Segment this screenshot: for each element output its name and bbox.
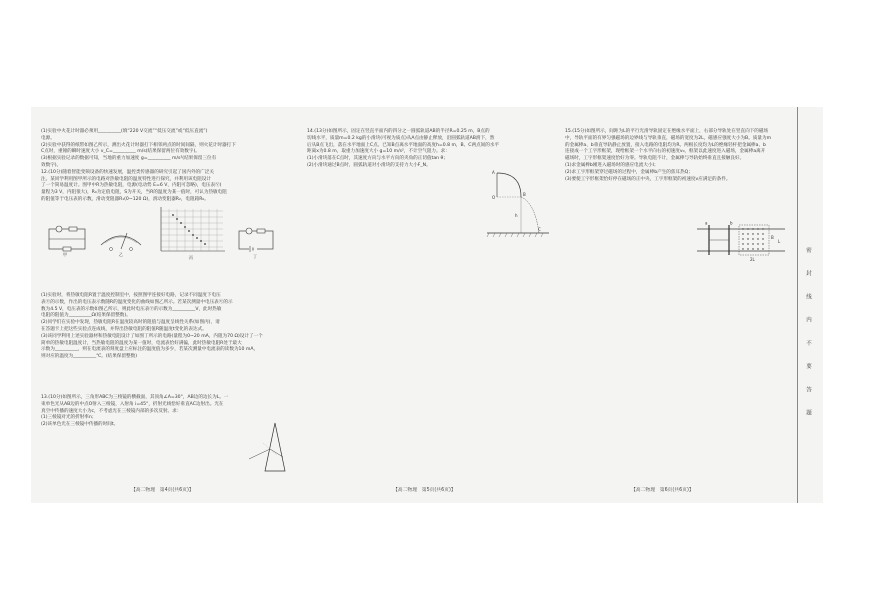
text-line: 注。某同学利用图甲所示的电路对热敏电阻的温度特性进行探究，并利用该电阻设计 — [41, 176, 211, 182]
page-6 — [561, 107, 797, 503]
text-line: 束单色光从AB边的中点O射入三棱镜，入射角 i=45°，折射光线恰好垂直AC边射出。光在 — [41, 401, 224, 407]
figure-label: b — [730, 221, 733, 226]
text-line: (3)根据实验记录的数据可知，当地的重力加速度 g=__________ m/s²(结果保留三位有 — [41, 156, 217, 162]
text-line: 在答题卡上把这些实验点连成线，并得出热敏电阻的阻值R随温度t变化的表达式。 — [41, 326, 207, 332]
text-line: C点时，重锤的瞬时速度大小 v_C=__________ m/s(结果保留两位有效数字)。 — [41, 149, 200, 155]
graph-figure-bing — [153, 205, 227, 261]
page-footer: 【高二物理 第6页(共6页)】 — [631, 488, 694, 494]
circuit-figure-jia — [45, 225, 89, 257]
text-line: 切线水平，质量m=0.2 kg的小滑块(可视为质点)从A点由静止释放，沿圆弧轨道AB滑下，然 — [307, 135, 495, 141]
page4-text-block-2 — [41, 293, 291, 361]
exam-sheet — [31, 107, 823, 503]
figure-label: B — [771, 235, 774, 240]
text-line: (2)该单色光在三棱镜中传播的时间t。 — [41, 422, 119, 428]
page6-text-block — [565, 129, 797, 183]
figure-label: A — [492, 170, 495, 175]
text-line: (1)实验时，将热敏电阻R置于温度控制室中，按照图甲连接好电路，记录不同温度下电压 — [41, 293, 221, 298]
page4-text-block-1 — [41, 129, 291, 204]
text-line: (2)小滑块通过B点时，圆弧轨道对小滑块的支持力大小F_N。 — [307, 162, 431, 168]
text-line: 的阻值等于电压表的示数，滑动变阻器R₁(0~120 Ω)，滑动变阻器R₂，电阻箱R₀。 — [41, 196, 209, 202]
seal-line-strip — [797, 107, 824, 503]
text-line: 效数字)。 — [41, 162, 62, 168]
text-line: 的金属棒a、b垂直导轨静止放置，接入电路的电阻均为R。两根长度均为L的绝缘轻杆把金属棒a、b — [565, 142, 766, 148]
figure-label: 2L — [750, 257, 755, 262]
text-line: (2)求工字形框架穿过磁场的过程中，金属棒b产生的焦耳热Q； — [565, 169, 693, 175]
page-footer: 【高二物理 第5页(共6页)】 — [393, 488, 456, 494]
circuit-figure-ding — [235, 225, 279, 259]
text-line: (1)小滑块落在C点时，其速度方向与水平方向的夹角的正切值tan θ； — [307, 156, 448, 162]
figure-label: 丙 — [189, 255, 193, 260]
figure-label: a — [705, 221, 708, 226]
text-line: 简单的热敏电阻温度计，当热敏电阻的温度为某一值时，电流表恰好满偏，此时热敏电阻R处于最大 — [41, 340, 242, 346]
text-line: 量程为3 V，内阻很大)，R₀为定值电阻，S为开关，当R的温度为某一值时，可认为热敏电阻 — [41, 190, 227, 196]
text-line: 电源。 — [41, 135, 55, 141]
page5-text-block — [307, 129, 551, 170]
figure-label: C — [538, 227, 541, 232]
text-line: 表Ⓥ的示数，作出的电压表示数随R的温度变化的曲线如图乙所示。若某次测量中电压表Ⓥ的示 — [41, 299, 233, 305]
text-line: (1)实验中火花计时器必须用__________(填“220 V交流”“低压交流”或“低压直流”) — [41, 129, 208, 134]
text-line: 距离x为0.8 m，取重力加速度大小 g=10 m/s²，不计空气阻力。求： — [307, 149, 450, 155]
text-line: (1)三棱镜对光的折射率n； — [41, 415, 97, 421]
figure-label: O — [492, 195, 496, 200]
page-5 — [301, 107, 553, 503]
text-line: (2)同学们在实验中发现，热敏电阻R在温度较高时的阻值与温度呈线性关系(如图丙)，请 — [41, 320, 220, 326]
text-line: (3)该同学利用上述实验器材和热敏电阻设计了如图丁所示的电路(量程为0~20 mA，内阻为70 Ω)设计了一个 — [41, 333, 263, 339]
text-line: 真空中传播的速度大小为c，不考虑光在三棱镜内部的多次反射。求： — [41, 408, 182, 414]
page-footer: 【高二物理 第4页(共6页)】 — [131, 488, 194, 494]
figure-label: 甲 — [63, 252, 67, 257]
rail-magnetic-field-figure — [695, 221, 787, 263]
prism-figure — [245, 419, 293, 477]
text-line: 了一个简易温度计。图甲中R为热敏电阻，电源(电动势 E=6 V，内阻可忽略)，电压表Ⓥ( — [41, 183, 222, 189]
text-line: 数为4.5 V，电压表的示数如图乙所示，则此时电压表Ⓥ的示数为__________V，此时热敏 — [41, 306, 222, 312]
meter-figure-yi — [97, 223, 145, 257]
figure-label: h — [515, 213, 518, 218]
figure-label: L — [778, 239, 781, 244]
text-line: 电阻的阻值为__________Ω(结果保留整数)。 — [41, 313, 131, 319]
text-line: 则对应的温度为__________℃。(结果保留整数) — [41, 354, 138, 360]
figure-label: 丁 — [253, 254, 257, 259]
text-line: 磁场时，工字形框架速度恰好为零。导轨电阻不计，金属棒与导轨始终垂直且接触良好。 — [565, 156, 745, 162]
text-line: 后从B点飞出，落在水平地面上C点。已知B点离水平地面的高度h=0.8 m，B、C两点间的水平 — [307, 142, 500, 148]
page-4 — [35, 107, 293, 503]
text-line: 13.(10分)如图所示，三角形ABC为三棱镜的横截面，其顶角∠A=30°，AB边的边长为L。一 — [41, 395, 229, 400]
text-line: 示数为__________，则在电流表的刻度盘上应标注的温度值为多少，若某次测量中电流表的读数为10 mA， — [41, 347, 259, 353]
text-line: (2)实验中获得的纸带如图乙所示，测出火花计时器打下相邻两点的时间间隔，则火花计时器打下 — [41, 142, 236, 148]
text-line: 中，导轨平面的有界匀强磁场的边界线与导轨垂直，磁场的宽度为2L，磁感应强度大小为B。质量为m — [565, 135, 772, 141]
text-line: 15.(15分)如图所示，间距为L的平行光滑导轨固定在绝缘水平面上，右部分导轨处在竖直向下的磁场 — [565, 129, 769, 134]
text-line: (1)求金属棒b刚进入磁场时的感应电流大小I； — [565, 162, 659, 168]
text-line: (3)要使工字形框架恰好停在磁场的正中央，工字形框架的初速度v应满足的条件。 — [565, 176, 731, 182]
text-line: 12.(10分)随着智能变频设备的快速发展，温控类传感器的研究引起了国内外的广泛关 — [41, 169, 214, 175]
text-line: 14.(13分)如图所示，固定在竖直平面内的四分之一圆弧轨道AB的半径R=0.25 m，B点的 — [307, 129, 490, 134]
seal-line-text: 密 封 线 内 不 要 答 题 — [805, 247, 811, 424]
figure-label: B — [523, 192, 526, 197]
text-line: 连接成一个工字形框架，现给框架一个水平向右的初速度v₀，框架以此速度进入磁场，金属棒a离开 — [565, 149, 766, 155]
arc-track-figure — [477, 167, 551, 243]
figure-label: 乙 — [119, 252, 123, 257]
